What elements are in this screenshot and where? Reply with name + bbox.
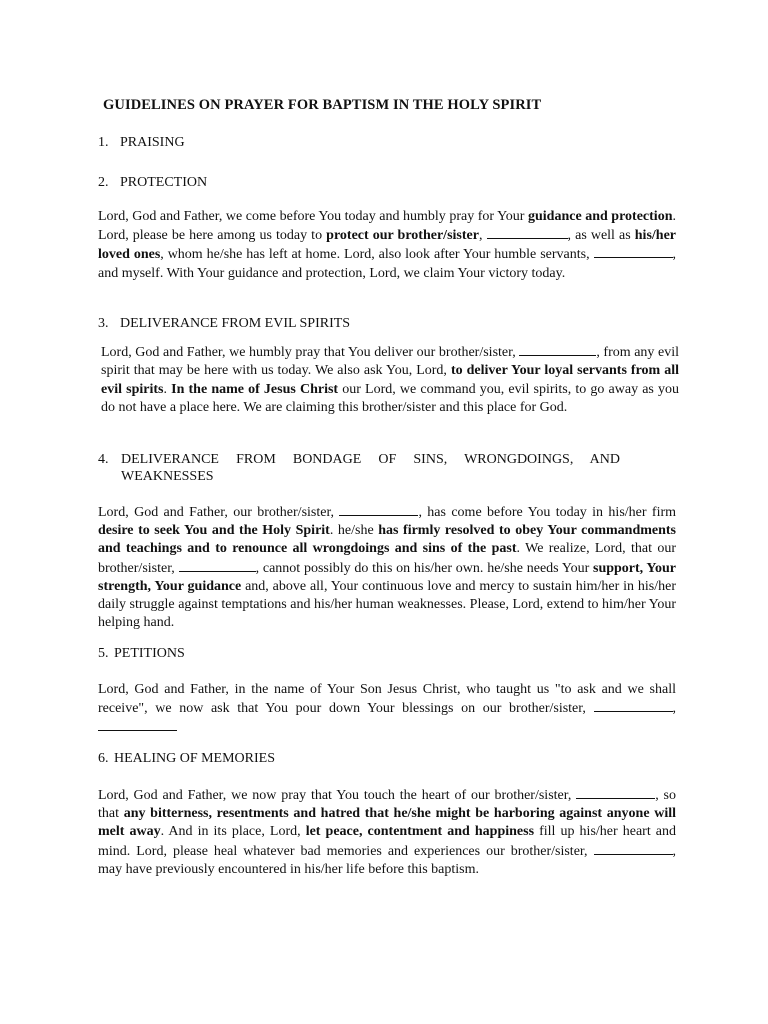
bold-text: to deliver Your loyal servants from all evil spirits xyxy=(101,363,679,397)
section-title: DELIVERANCE FROM BONDAGE OF SINS, WRONGDOINGS, AND xyxy=(121,452,620,467)
section-title: PROTECTION xyxy=(120,175,208,190)
bold-text: In the name of Jesus Christ xyxy=(171,381,339,397)
text: , as well as xyxy=(567,228,635,244)
section-heading-petitions xyxy=(98,646,185,662)
section-heading-deliverance-bondage xyxy=(98,452,620,485)
text: Lord, God and Father, we humbly pray that You deliver our brother/sister, xyxy=(101,345,520,360)
document-title: GUIDELINES ON PRAYER FOR BAPTISM IN THE HOLY SPIRIT xyxy=(103,97,542,113)
text: and, above all, Your continuous love and mercy to sustain him/her in his/her daily struggle against temptations and his/her human weaknesses. Please, Lord, extend to him/her Your helping hand. xyxy=(98,578,677,631)
section-heading-healing-memories xyxy=(98,751,275,767)
section-title: HEALING OF MEMORIES xyxy=(114,751,275,766)
text: Lord, God and Father, our brother/sister, xyxy=(98,505,340,520)
text: , may have previously encountered in his/her life before this baptism. xyxy=(98,843,676,877)
text: . And in its place, Lord, xyxy=(160,824,306,840)
name-blank xyxy=(487,226,568,239)
section-number: 2. xyxy=(98,175,109,190)
section-title: PETITIONS xyxy=(114,646,185,661)
section-number: 5. xyxy=(98,646,109,661)
section-heading-deliverance-evil-spirits xyxy=(98,316,350,332)
paragraph-deliverance-evil-spirits xyxy=(101,343,679,418)
bold-text: let peace, contentment and happiness xyxy=(305,824,535,840)
text: , cannot possibly do this on his/her own. he/she needs Your xyxy=(255,560,593,576)
name-blank xyxy=(179,559,256,572)
text: Lord, God and Father, we come before You today and humbly pray for Your xyxy=(98,209,528,224)
paragraph-deliverance-bondage xyxy=(98,503,676,632)
text: , so that xyxy=(98,788,676,822)
bold-text: protect our brother/sister xyxy=(326,228,479,244)
section-number: 4. xyxy=(98,452,109,467)
name-blank xyxy=(519,343,596,356)
text: , whom he/she has left at home. Lord, also look after Your humble servants, xyxy=(160,247,594,263)
section-number: 6. xyxy=(98,751,109,766)
text: Lord, God and Father, we now pray that You touch the heart of our brother/sister, xyxy=(98,788,577,803)
section-heading-praising xyxy=(98,135,185,151)
text: , has come before You today in his/her firm xyxy=(418,505,677,520)
text: . he/she xyxy=(329,523,379,539)
name-blank xyxy=(594,699,673,712)
section-title: PRAISING xyxy=(120,135,185,150)
bold-text: his/her loved ones xyxy=(98,228,676,263)
text: . We realize, Lord, that our brother/sister, xyxy=(98,541,676,576)
bold-text: support, Your strength, Your guidance xyxy=(98,560,676,594)
text: , from any evil spirit that may be here with us today. We also ask You, Lord, xyxy=(101,345,679,379)
name-blank xyxy=(576,786,655,799)
section-title-line2: WEAKNESSES xyxy=(121,469,214,484)
name-blank xyxy=(98,718,177,731)
section-heading-protection xyxy=(98,175,207,191)
text: . Lord, please be here among us today to xyxy=(98,209,676,244)
text: , xyxy=(478,228,487,244)
bold-text: guidance and protection xyxy=(527,209,673,224)
section-title: DELIVERANCE FROM EVIL SPIRITS xyxy=(120,316,351,331)
bold-text: desire to seek You and the Holy Spirit xyxy=(98,523,330,539)
text: , and myself. With Your guidance and protection, Lord, we claim Your victory today. xyxy=(98,247,676,281)
paragraph-healing-memories xyxy=(98,786,676,879)
paragraph-protection xyxy=(98,208,676,283)
section-number: 1. xyxy=(98,135,109,150)
bold-text: has firmly resolved to obey Your commandments and teachings and to renounce all wrongdoings and sins of the past xyxy=(98,523,676,557)
bold-text: any bitterness, resentments and hatred that he/she might be harboring against anyone will melt away xyxy=(98,806,677,840)
text: . xyxy=(163,381,172,397)
text: , xyxy=(672,701,676,717)
name-blank xyxy=(594,842,673,855)
section-number: 3. xyxy=(98,316,109,331)
name-blank xyxy=(594,245,673,258)
paragraph-petitions xyxy=(98,681,676,738)
text: fill up his/her heart and mind. Lord, please heal whatever bad memories and experiences our brother/sister, xyxy=(98,824,676,859)
text: our Lord, we command you, evil spirits, to go away as you do not have a place here. We are claiming this brother/sister and this place for God. xyxy=(101,381,680,416)
name-blank xyxy=(339,503,418,516)
text: Lord, God and Father, in the name of Your Son Jesus Christ, who taught us "to ask and we shall receive", we now ask that You pour down Your blessings on our brother/sister, xyxy=(98,682,676,717)
